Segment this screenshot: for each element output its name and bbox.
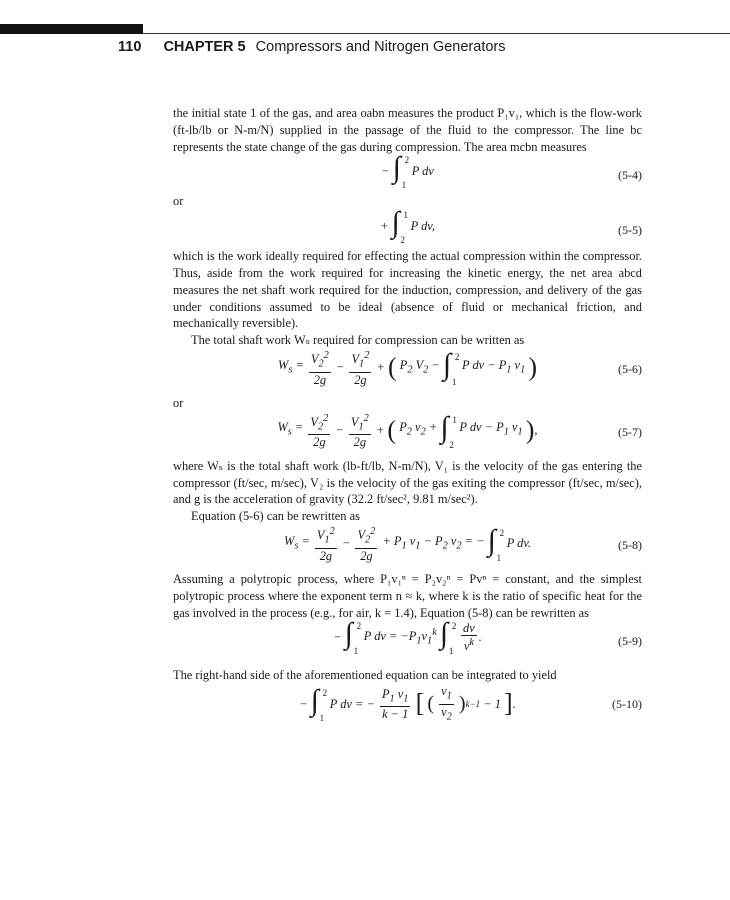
equation-number: (5-5)	[618, 223, 642, 238]
equation-number: (5-7)	[618, 424, 642, 439]
equation-5-7: $W_s$ = $\frac{V_2^2}{2g}$ − $\frac{V_1^2}{2g}$ + ( $P_2$ $v_2$ + ∫ 1 2 P dv − $P_1$ $v_1$ ), (5-7)	[277, 410, 642, 450]
equation-5-10: − ∫ 2 1 P dv = − $\frac{P_1 v_1}{k - 1}$ [ ( $\frac{v_1}{v_2}$ )k−1 − 1 ]. (5-10)	[299, 684, 642, 724]
equation-number: (5-9)	[618, 634, 642, 649]
page-number: 110	[118, 39, 142, 55]
paragraph-1: the initial state 1 of the gas, and area oabn measures the product P₁v₁, which is the flow-work (ft-lb/lb or N-m/N) supplied in the passage of the fluid to the compressor. The line bc represents the state change of the gas during compression. The area mcbn measures	[173, 106, 642, 154]
page-body	[173, 105, 642, 730]
equation-5-6: $W_s$ = $\frac{V_2^2}{2g}$ − $\frac{V_1^2}{2g}$ + ( $P_2$ $V_2$ − ∫ 2 1 P dv − $P_1$ $v_1$ ) (5-6)	[277, 347, 642, 387]
chapter-title: Compressors and Nitrogen Generators	[255, 39, 506, 55]
paragraph-2: which is the work ideally required for effecting the actual compression within the compressor. Thus, aside from the work required for increasing the kinetic energy, the net area abcd measures the net shaft work required for the induction, compression, and delivery of the gas under conditions assumed to be ideal (absence of fluid or mechanical friction, and mechanically reversible).	[173, 249, 642, 331]
equation-5-8: $W_s$ = $\frac{V_1^2}{2g}$ − $\frac{V_2^2}{2g}$ + $P_1$ $v_1 - P_2$ $v_2$ = − ∫ 2 1 P dv. (5-8)	[283, 523, 642, 563]
equation-number: (5-8)	[618, 537, 642, 552]
connector-or: or	[173, 395, 184, 410]
equation-number: (5-4)	[618, 168, 642, 183]
equation-5-5: + ∫ 1 2 P dv, (5-5)	[380, 206, 642, 246]
running-header	[118, 39, 506, 55]
connector-or: or	[173, 194, 184, 209]
equation-number: (5-6)	[618, 361, 642, 376]
chapter-label: CHAPTER 5	[163, 39, 246, 55]
paragraph-6: Assuming a polytropic process, where P₁v₁ⁿ = P₂v₂ⁿ = Pvⁿ = constant, and the simplest polytropic process where the exponent term n ≈ k, where k is the ratio of specific heat for the gas involved in the process (e.g., for air, k = 1.4), Equation (5-8) can be rewritten as	[173, 571, 642, 620]
paragraph-3: The total shaft work Wₛ required for compression can be written as	[191, 333, 525, 348]
equation-5-4: − ∫ 2 1 P dv (5-4)	[381, 151, 642, 191]
paragraph-7: The right-hand side of the aforementioned equation can be integrated to yield	[173, 668, 557, 683]
paragraph-5: Equation (5-6) can be rewritten as	[191, 509, 360, 524]
header-rule	[143, 33, 730, 34]
paragraph-4: where Wₛ is the total shaft work (lb-ft/lb, N-m/N), V₁ is the velocity of the gas entering the compressor (ft/sec, m/sec), V₂ is the velocity of the gas exiting the compressor (ft/sec, m/sec), and g is the acceleration of gravity (32.2 ft/sec², 9.81 m/sec²).	[173, 458, 642, 507]
equation-number: (5-10)	[612, 697, 642, 712]
equation-5-9: − ∫ 2 1 P dv = $-P_1v_1^k$ ∫ 2 1 $\frac{dv}{v^k}$ . (5-9)	[333, 617, 642, 657]
header-bar	[0, 24, 143, 34]
